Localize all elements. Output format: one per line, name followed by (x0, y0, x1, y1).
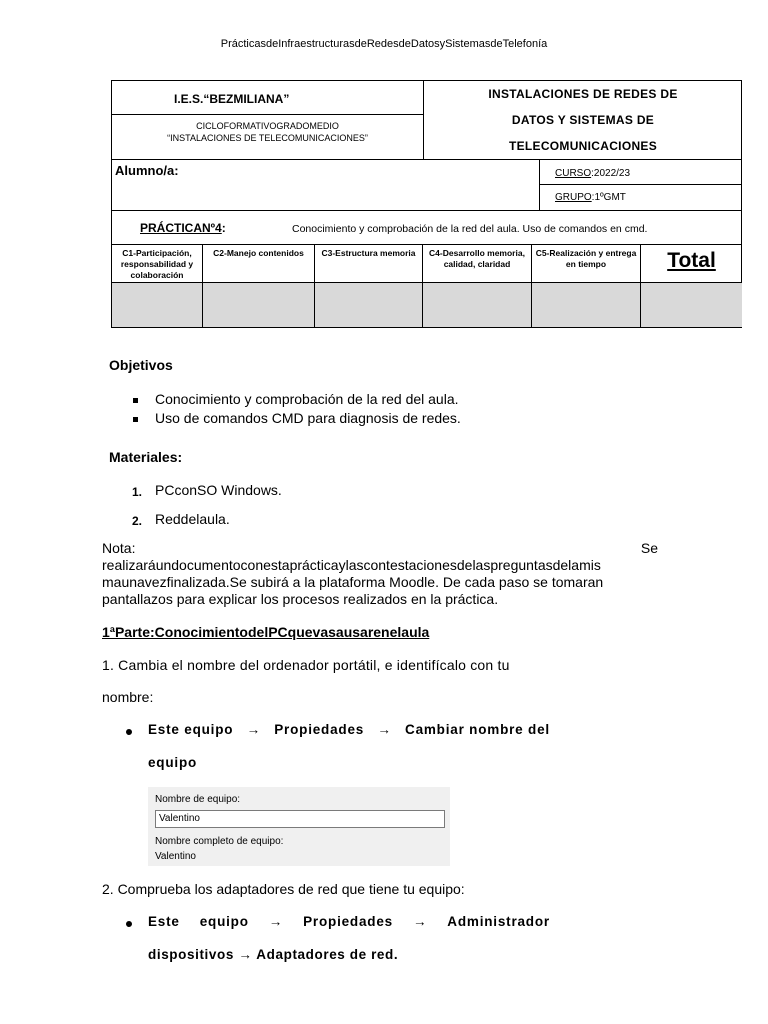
module-cell (424, 81, 742, 160)
criterion-c4: C4-Desarrollo memoria, calidad, claridad (423, 245, 532, 283)
path-dispositivos: dispositivos (148, 947, 234, 962)
arrow-right-icon: → (412, 914, 428, 929)
computer-name-input[interactable]: Valentino (155, 810, 445, 828)
criterion-c2: C2-Manejo contenidos (203, 245, 315, 283)
path-propiedades: Propiedades (303, 914, 393, 929)
practica-cell (112, 211, 742, 245)
square-bullet-icon (133, 398, 138, 403)
criterion-c3: C3-Estructura memoria (315, 245, 423, 283)
computer-name-screenshot (148, 787, 450, 866)
nota-line3: maunavezfinalizada.Se subirá a la plataforma Moodle. De cada paso se tomaran (102, 574, 604, 590)
material-item: PCconSO Windows. (155, 482, 282, 498)
path-este-equipo: Este equipo (148, 722, 234, 737)
curso-label: CURSO (555, 168, 592, 179)
module-line3: TELECOMUNICACIONES (508, 139, 658, 153)
ciclo-line2: “INSTALACIONES DE TELECOMUNICACIONES” (167, 133, 368, 143)
path-este: Este (148, 914, 180, 929)
grade-c2[interactable] (203, 283, 315, 327)
school-cell (112, 81, 424, 115)
school-name: I.E.S.“BEZMILIANA” (174, 92, 290, 106)
step2-path-line2 (148, 947, 398, 962)
step1-path-line2: equipo (148, 755, 198, 770)
material-item: Reddelaula. (155, 511, 230, 527)
step2-line1: 2. Comprueba los adaptadores de red que tiene tu equipo: (102, 881, 465, 897)
full-name-value: Valentino (155, 851, 196, 862)
path-cambiar-nombre: Cambiar nombre del (405, 722, 550, 737)
criterion-c1: C1-Participación, responsabilidad y colaboración (112, 245, 203, 283)
path-administrador: Administrador (447, 914, 550, 929)
alumno-cell (112, 160, 540, 211)
module-line1: INSTALACIONES DE REDES DE (488, 87, 678, 101)
module-line2: DATOS Y SISTEMAS DE (511, 113, 655, 127)
nota-line4: pantallazos para explicar los procesos realizados en la práctica. (102, 591, 499, 607)
step1-line1: 1. Cambia el nombre del ordenador portátil, e identifícalo con tu (102, 657, 510, 673)
bullet-icon (126, 921, 132, 927)
total-header-cell (641, 245, 742, 283)
total-label: Total (667, 249, 716, 272)
practica-colon: : (221, 221, 226, 235)
bullet-icon (126, 729, 132, 735)
curso-cell (540, 160, 742, 185)
grade-c5[interactable] (532, 283, 641, 327)
alumno-label: Alumno/a: (115, 163, 179, 178)
nota-label: Nota: (102, 540, 136, 556)
grade-c3[interactable] (315, 283, 423, 327)
ciclo-cell (112, 115, 424, 160)
full-name-label: Nombre completo de equipo: (155, 836, 284, 847)
nota-line1 (102, 540, 658, 557)
path-propiedades: Propiedades (274, 722, 365, 737)
running-header: PrácticasdeInfraestructurasdeRedesdeDatosySistemasdeTelefonía (220, 38, 548, 50)
path-adaptadores: Adaptadores de red. (256, 947, 399, 962)
grupo-value: :1ºGMT (591, 192, 626, 203)
square-bullet-icon (133, 417, 138, 422)
objetivos-heading: Objetivos (109, 357, 173, 373)
list-number: 1. (132, 485, 143, 499)
grupo-label: GRUPO (555, 192, 592, 203)
criterion-c5: C5-Realización y entrega en tiempo (532, 245, 641, 283)
arrow-right-icon: → (268, 914, 284, 929)
computer-name-label: Nombre de equipo: (155, 794, 241, 805)
grupo-cell (540, 185, 742, 211)
practica-title: Conocimiento y comprobación de la red del aula. Uso de comandos en cmd. (292, 223, 648, 235)
path-equipo: equipo (199, 914, 249, 929)
step1-line2: nombre: (102, 689, 154, 705)
materiales-heading: Materiales: (109, 449, 183, 465)
objetivo-item: Uso de comandos CMD para diagnosis de redes. (155, 410, 461, 426)
nota-line1-right: Se (640, 540, 658, 556)
curso-value: :2022/23 (591, 168, 631, 179)
step2-path (148, 914, 550, 929)
arrow-right-icon: → (377, 722, 392, 737)
arrow-right-icon: → (238, 947, 253, 962)
ciclo-line1: CICLOFORMATIVOGRADOMEDIO (196, 121, 339, 131)
arrow-right-icon: → (246, 722, 261, 737)
step1-path (148, 722, 550, 737)
parte1-heading: 1ªParte:ConocimientodelPCquevasausarenelaula (102, 624, 430, 640)
header-table (111, 80, 742, 328)
list-number: 2. (132, 514, 143, 528)
grade-total[interactable] (641, 283, 742, 327)
nota-line2: realizaráundocumentoconestaprácticaylascontestacionesdelaspreguntasdelamis (102, 557, 601, 573)
practica-label: PRÁCTICANº4 (140, 221, 222, 235)
grade-c1[interactable] (112, 283, 203, 327)
objetivo-item: Conocimiento y comprobación de la red del aula. (155, 391, 459, 407)
grade-c4[interactable] (423, 283, 532, 327)
